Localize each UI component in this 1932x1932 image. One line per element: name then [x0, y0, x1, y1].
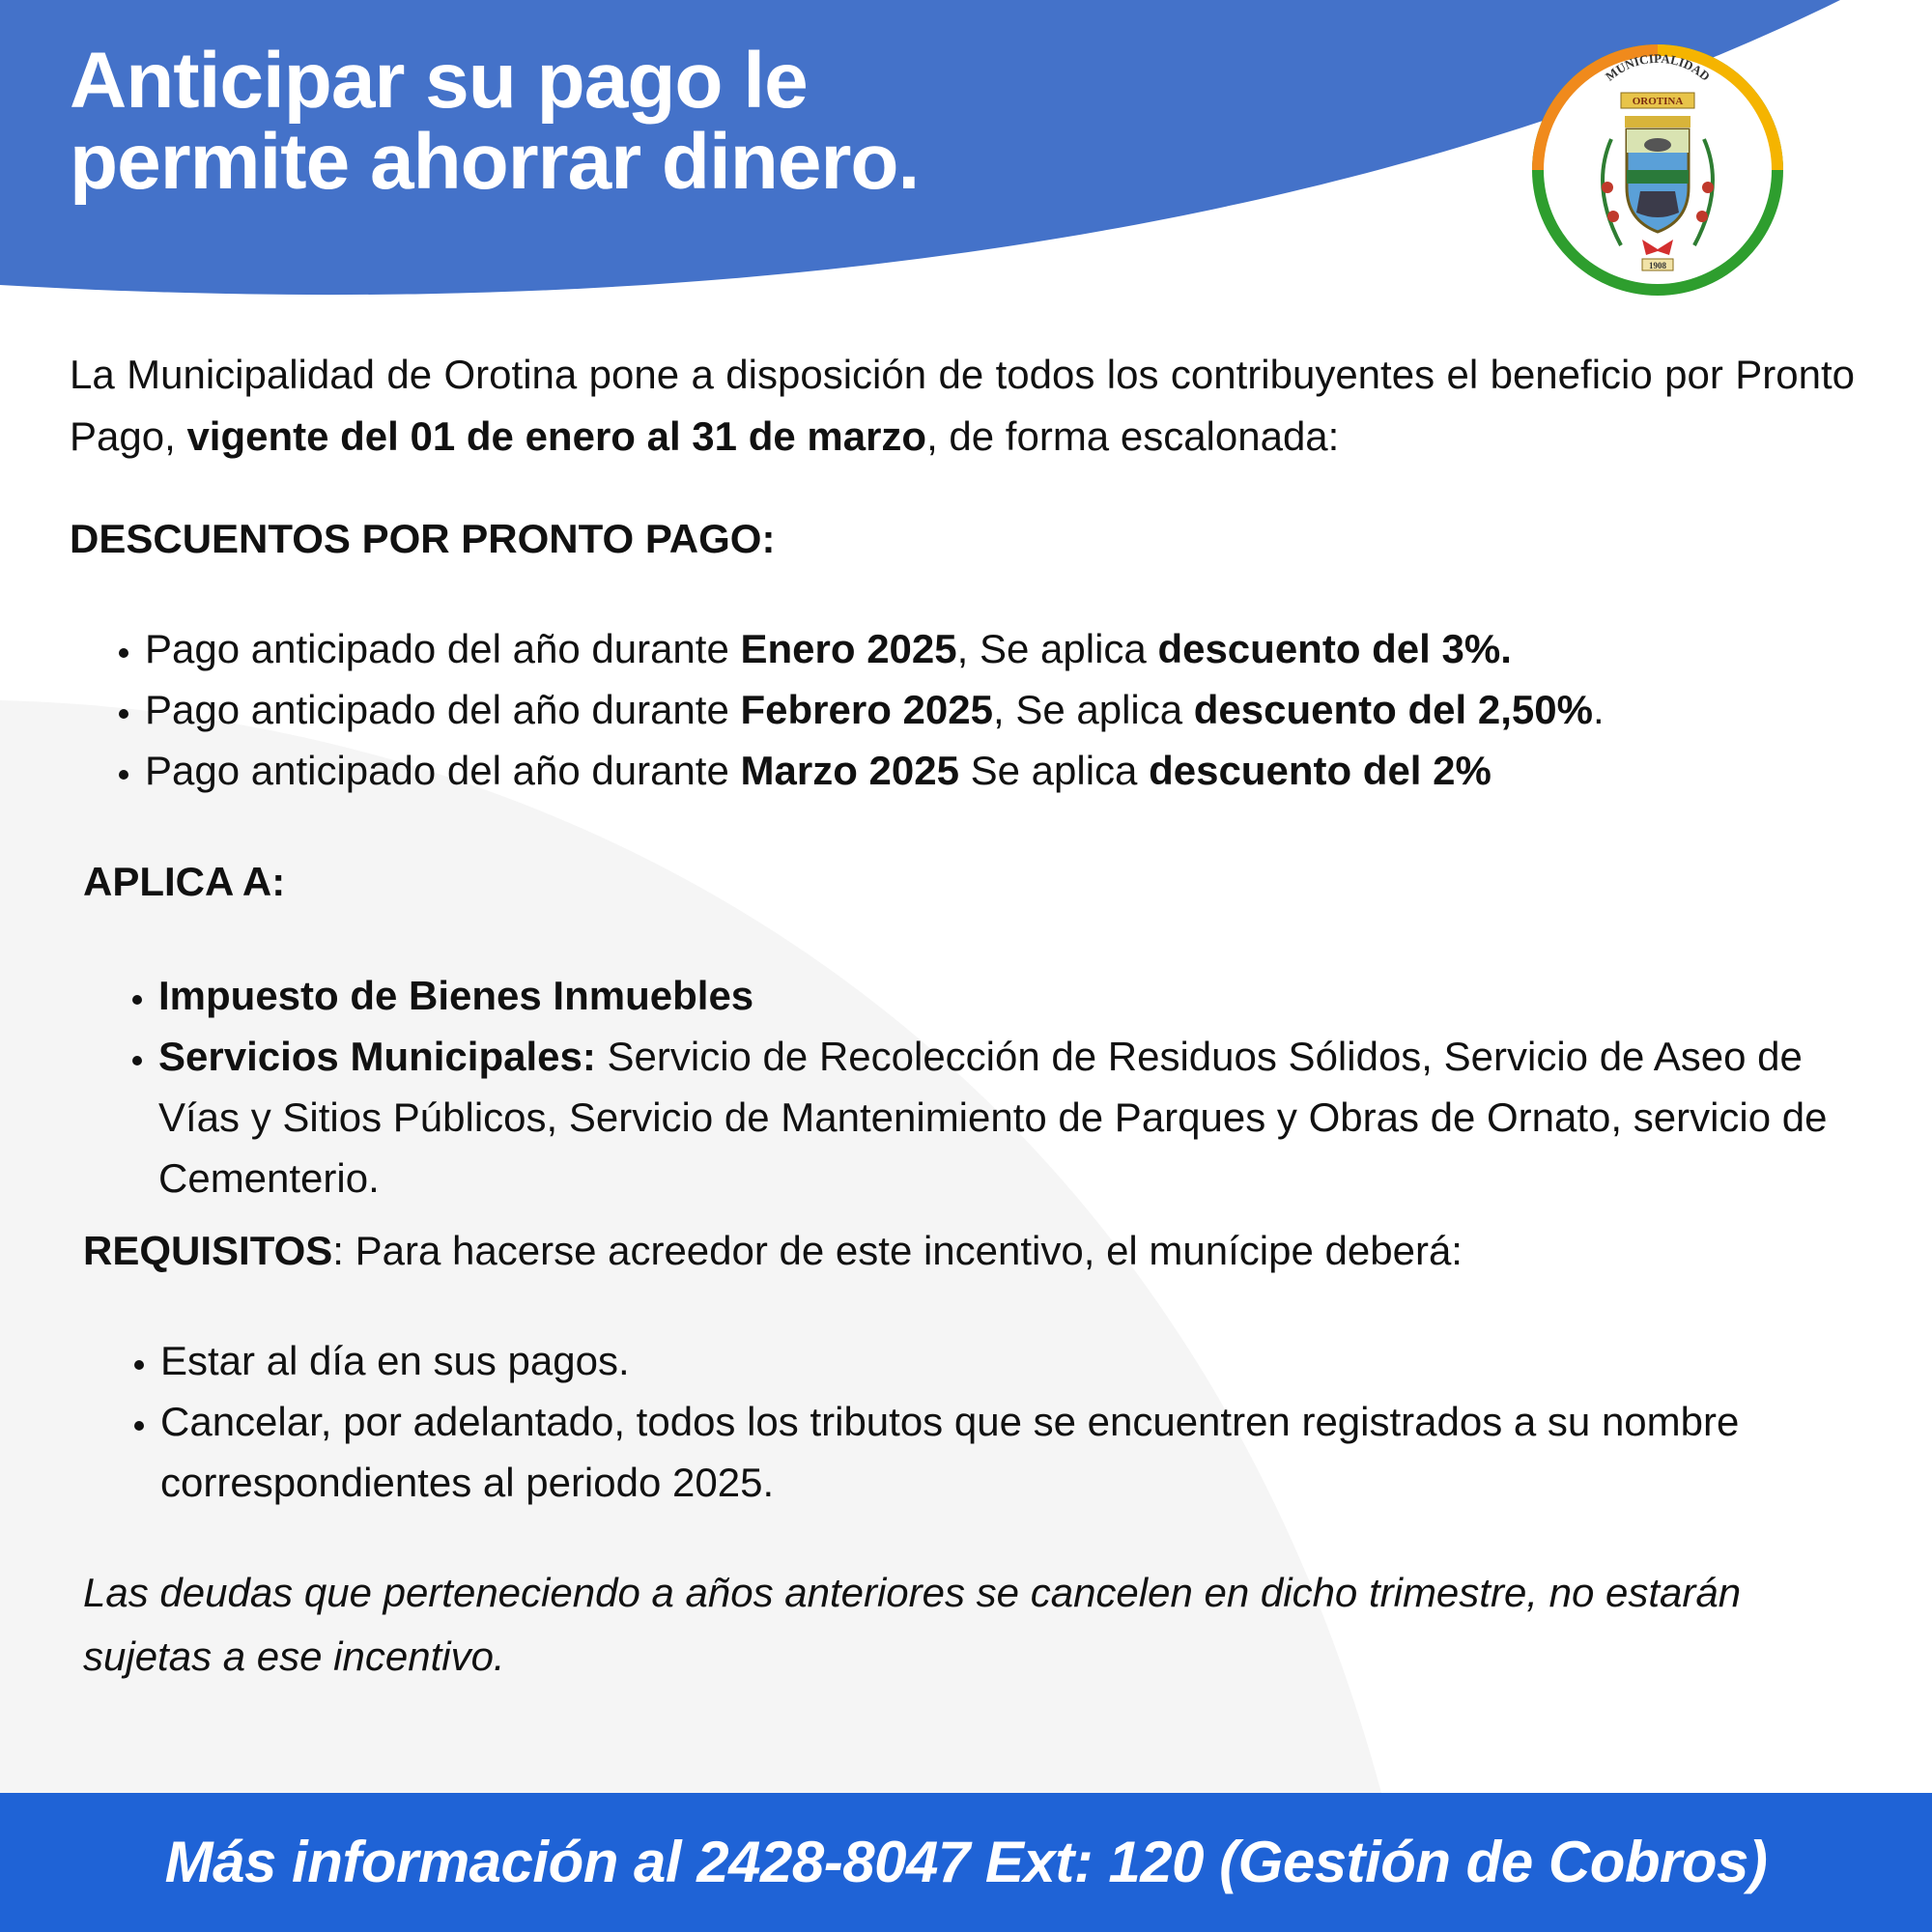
requirements-list: [70, 1330, 1855, 1513]
requirements-paragraph: REQUISITOS: Para hacerse acreedor de este incentivo, el munícipe deberá:: [83, 1228, 1463, 1273]
list-item: • Pago anticipado del año durante Enero 2025, Se aplica descuento del 3%.: [145, 618, 1855, 679]
discounts-list: [70, 618, 1855, 801]
list-item: • Cancelar, por adelantado, todos los tributos que se encuentren registrados a su nombre correspondientes al periodo 2025.: [160, 1391, 1855, 1513]
list-item: • Pago anticipado del año durante Marzo 2025 Se aplica descuento del 2%: [145, 740, 1855, 801]
applies-heading: APLICA A:: [83, 859, 286, 904]
intro-paragraph: La Municipalidad de Orotina pone a disposición de todos los contribuyentes el beneficio por Pronto Pago, vigente del 01 de enero al 31 de marzo, de forma escalonada:: [70, 352, 1855, 459]
svg-text:OROTINA: OROTINA: [1632, 96, 1684, 107]
applies-list: [70, 965, 1855, 1208]
svg-text:1908: 1908: [1649, 261, 1666, 270]
note-text: Las deudas que perteneciendo a años anteriores se cancelen en dicho trimestre, no estarán sujetas a ese incentivo.: [83, 1570, 1742, 1679]
svg-text:MUNICIPALIDAD: MUNICIPALIDAD: [1602, 50, 1714, 84]
footer-contact-banner: Más información al 2428-8047 Ext: 120 (Gestión de Cobros): [0, 1793, 1932, 1932]
list-item: • Servicios Municipales: Servicio de Recolección de Residuos Sólidos, Servicio de Aseo de Vías y Sitios Públicos, Servicio de Mantenimiento de Parques y Obras de Ornato, servicio de Cementerio.: [158, 1026, 1855, 1208]
list-item: • Pago anticipado del año durante Febrero 2025, Se aplica descuento del 2,50%.: [145, 679, 1855, 740]
page-title: [70, 37, 920, 206]
title-line-1: Anticipar su pago le: [70, 37, 808, 125]
municipality-seal-logo: [1530, 43, 1785, 298]
title-line-2: permite ahorrar dinero.: [70, 118, 920, 206]
list-item: • Estar al día en sus pagos.: [160, 1330, 1855, 1391]
discounts-heading: DESCUENTOS POR PRONTO PAGO:: [70, 516, 776, 561]
list-item: • Impuesto de Bienes Inmuebles: [158, 965, 1855, 1026]
main-content: [70, 344, 1855, 1689]
